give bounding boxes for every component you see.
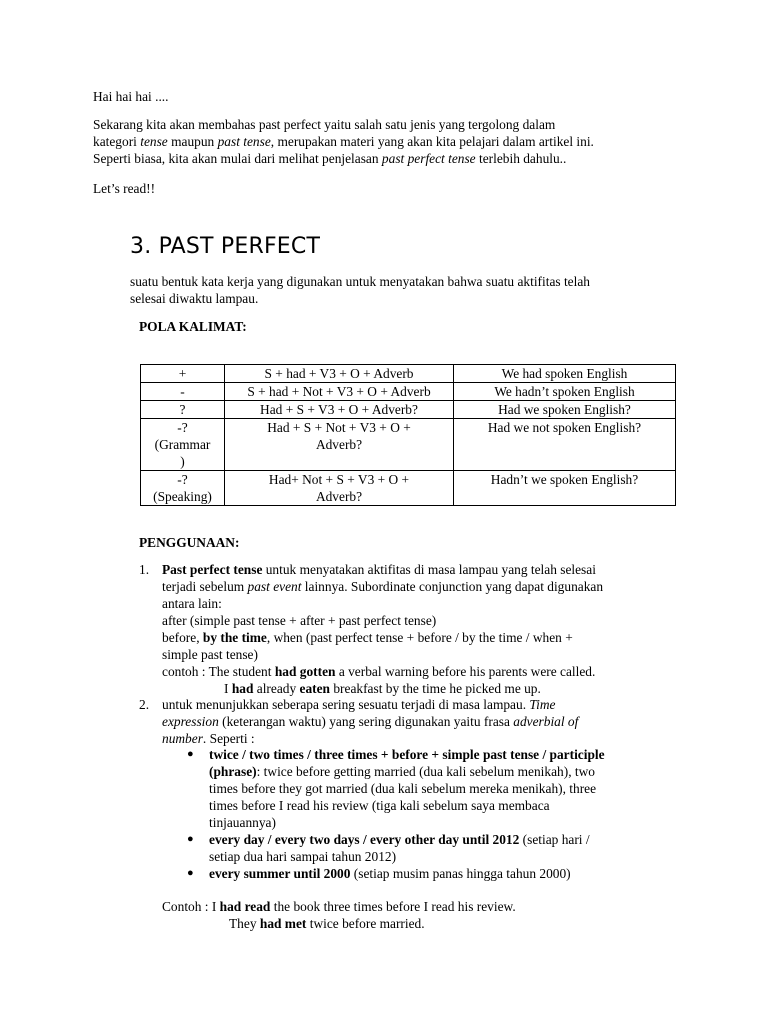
list-number: 1. xyxy=(139,562,150,577)
usage-item-1: Past perfect tense untuk menyatakan aktifitas di masa lampau yang telah selesai terjadi sebelum past event lainnya. Subordinate conjunction yang dapat digunakan antara lain: after (simple past tense + after + past perfect tense) before, by the time, when (past perfect tense + before / by the time / when + simple past tense) contoh : The student had gotten a verbal warning before his parents were called. I had already eaten breakfast by the time he picked me up. xyxy=(162,562,604,696)
bullet-item-2: every day / every two days / every other day until 2012 (setiap hari / setiap dua hari sampai tahun 2012) xyxy=(209,832,590,864)
intro-paragraph: Sekarang kita akan membahas past perfect yaitu salah satu jenis yang tergolong dalam kategori tense maupun past tense, merupakan materi yang akan kita pelajari dalam artikel ini. Seperti biasa, kita akan mulai dari melihat penjelasan past perfect tense terlebih dahulu.. xyxy=(93,117,594,166)
usage-label: PENGGUNAAN: xyxy=(139,535,240,550)
example-cell: Had we not spoken English? xyxy=(454,419,676,471)
example-block: Contoh : I had read the book three times before I read his review. They had met twice before married. xyxy=(162,899,516,931)
type-cell: -? (Speaking) xyxy=(141,471,225,506)
greeting: Hai hai hai .... xyxy=(93,89,169,104)
table-row xyxy=(141,365,676,383)
bullet-icon: ● xyxy=(187,833,194,845)
definition: suatu bentuk kata kerja yang digunakan untuk menyatakan bahwa suatu aktifitas telah selesai diwaktu lampau. xyxy=(130,274,590,306)
list-number: 2. xyxy=(139,697,150,712)
bullet-icon: ● xyxy=(187,867,194,879)
type-cell: ? xyxy=(141,401,225,419)
type-cell: - xyxy=(141,383,225,401)
type-cell: -? (Grammar ) xyxy=(141,419,225,471)
example-cell: Had we spoken English? xyxy=(454,401,676,419)
pola-kalimat-table xyxy=(140,364,676,506)
formula-cell: Had + S + V3 + O + Adverb? xyxy=(225,401,454,419)
usage-item-2: untuk menunjukkan seberapa sering sesuatu terjadi di masa lampau. Time expression (keterangan waktu) yang sering digunakan yaitu frasa adverbial of number. Seperti : xyxy=(162,697,579,746)
formula-cell: S + had + Not + V3 + O + Adverb xyxy=(225,383,454,401)
pola-label: POLA KALIMAT: xyxy=(139,319,247,334)
bullet-icon: ● xyxy=(187,748,194,760)
formula-cell: Had+ Not + S + V3 + O + Adverb? xyxy=(225,471,454,506)
example-cell: Hadn’t we spoken English? xyxy=(454,471,676,506)
example-cell: We hadn’t spoken English xyxy=(454,383,676,401)
table-row xyxy=(141,471,676,506)
table-row xyxy=(141,383,676,401)
bullet-item-1: twice / two times / three times + before + simple past tense / participle (phrase): twice before getting married (dua kali sebelum menikah), two times before they got married (dua kali sebelum mereka menikah), three times before I read his review (tiga kali sebelum saya membaca tinjauannya) xyxy=(209,747,605,830)
type-cell: + xyxy=(141,365,225,383)
section-title: 3. PAST PERFECT xyxy=(130,234,321,259)
formula-cell: S + had + V3 + O + Adverb xyxy=(225,365,454,383)
table-row xyxy=(141,419,676,471)
bullet-item-3: every summer until 2000 (setiap musim panas hingga tahun 2000) xyxy=(209,866,571,881)
formula-cell: Had + S + Not + V3 + O + Adverb? xyxy=(225,419,454,471)
table-row xyxy=(141,401,676,419)
lets-read: Let’s read!! xyxy=(93,181,156,196)
example-cell: We had spoken English xyxy=(454,365,676,383)
